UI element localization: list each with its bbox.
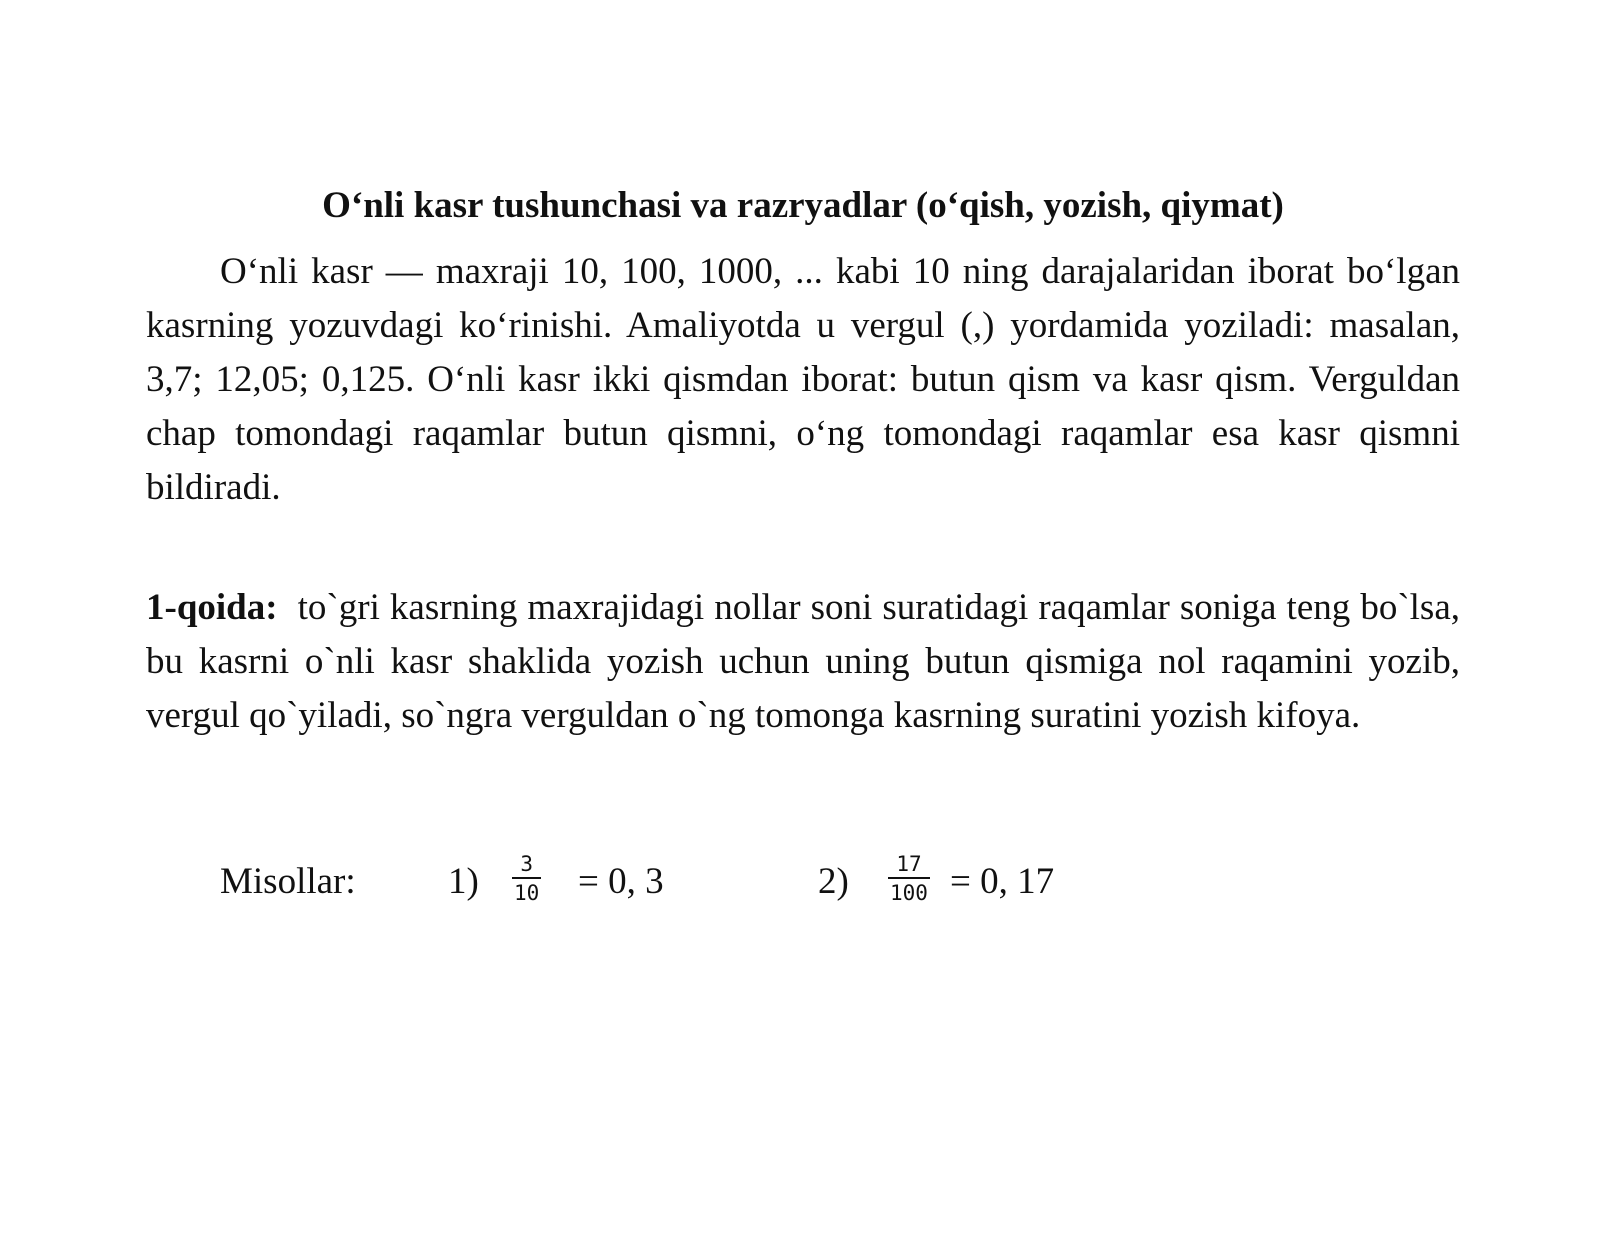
rule-label: 1-qoida:: [146, 587, 278, 628]
example-1-denominator: 10: [514, 880, 540, 905]
example-2-numerator: 17: [896, 852, 922, 876]
examples-row: [0, 852, 1600, 930]
examples-label: Misollar:: [220, 861, 356, 902]
example-2-index: 2): [818, 861, 849, 902]
example-1-index: 1): [448, 861, 479, 902]
document-title: O‘nli kasr tushunchasi va razryadlar (o‘qish, yozish, qiymat): [322, 185, 1284, 226]
example-2-denominator: 100: [890, 880, 928, 905]
example-2-fraction: [888, 852, 930, 905]
rule-text: to`gri kasrning maxrajidagi nollar soni suratidagi raqamlar soniga teng bo`lsa, bu kasrni o`nli kasr shaklida yozish uchun uning butun qismiga nol raqamini yozib, vergul qo`yiladi, so`ngra verguldan o`ng tomonga kasrning suratini yozish kifoya.: [146, 587, 1460, 736]
example-1-numerator: 3: [520, 852, 533, 876]
intro-paragraph: O‘nli kasr — maxraji 10, 100, 1000, ... kabi 10 ning darajalaridan iborat bo‘lgan kasrning yozuvdagi ko‘rinishi. Amaliyotda u vergul (,) yordamida yoziladi: masalan, 3,7; 12,05; 0,125. O‘nli kasr ikki qismdan iborat: butun qism va kasr qism. Verguldan chap tomondagi raqamlar butun qismni, o‘ng tomondagi raqamlar esa kasr qismni bildiradi.: [146, 251, 1460, 508]
rule-paragraph: [146, 581, 1460, 743]
example-1-result: = 0, 3: [578, 861, 664, 902]
example-1-fraction: [512, 852, 541, 905]
example-2-result: = 0, 17: [950, 861, 1055, 902]
fraction-bar: [888, 877, 930, 879]
fraction-bar: [512, 877, 541, 879]
